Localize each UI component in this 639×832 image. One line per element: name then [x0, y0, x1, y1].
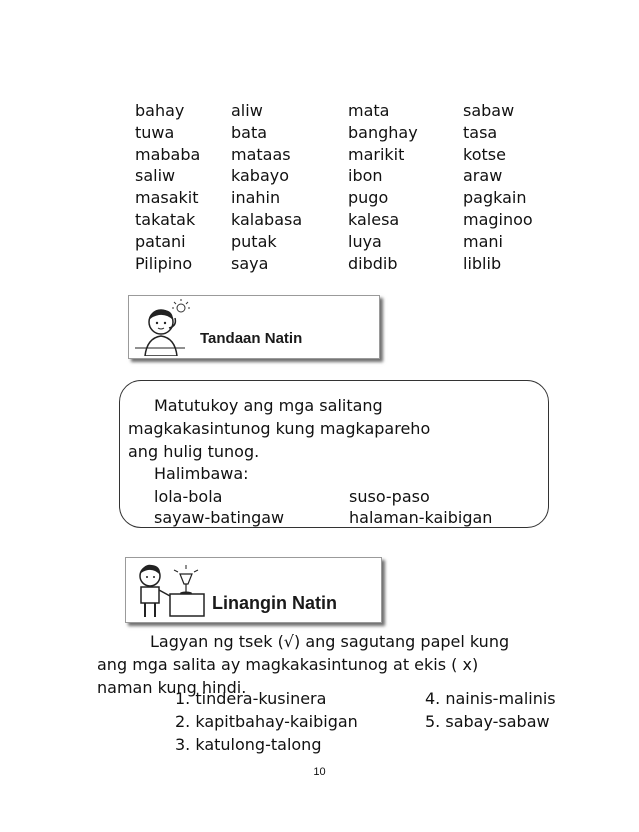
word: kabayo: [231, 166, 290, 186]
exercise-item: 5. sabay-sabaw: [425, 712, 550, 731]
word: aliw: [231, 101, 263, 120]
word: luya: [348, 231, 382, 251]
word: bahay: [135, 101, 185, 120]
word-column-4: [463, 100, 533, 274]
word: Pilipino: [135, 253, 193, 273]
note-line: Halimbawa:: [154, 464, 249, 483]
word: pugo: [348, 188, 389, 208]
word: saya: [231, 253, 269, 273]
instruction-line: naman kung hindi.: [97, 678, 247, 697]
word: saliw: [135, 166, 176, 186]
instruction-line: ang mga salita ay magkakasintunog at ekis ( x): [97, 655, 479, 674]
instruction-line: Lagyan ng tsek (√) ang sagutang papel kung: [150, 632, 510, 651]
word: tasa: [463, 122, 498, 142]
word: kalesa: [348, 209, 400, 229]
word: mata: [348, 101, 390, 120]
word: maginoo: [463, 209, 533, 229]
exercise-item: 1. tindera-kusinera: [175, 689, 327, 708]
exercise-item: 2. kapitbahay-kaibigan: [175, 712, 358, 731]
word: bata: [231, 122, 268, 142]
word: mababa: [135, 144, 201, 164]
word: sabaw: [463, 101, 515, 120]
linangin-title: Linangin Natin: [212, 593, 337, 613]
word: takatak: [135, 209, 196, 229]
boy-at-table-icon: [130, 560, 210, 620]
note-line: magkakasintunog kung magkapareho: [128, 419, 431, 438]
note-line: ang hulig tunog.: [128, 442, 260, 461]
example-right: suso-paso: [349, 487, 430, 506]
note-line: Matutukoy ang mga salitang: [154, 396, 383, 415]
word: kotse: [463, 144, 506, 164]
exercise-item: 4. nainis-malinis: [425, 689, 556, 708]
word: patani: [135, 231, 186, 251]
word: banghay: [348, 122, 418, 142]
page-number: 10: [313, 766, 326, 778]
word: putak: [231, 231, 277, 251]
tandaan-title: Tandaan Natin: [200, 330, 303, 347]
word: dibdib: [348, 253, 398, 273]
word-column-3: [348, 100, 418, 274]
example-left: lola-bola: [154, 487, 223, 506]
word: araw: [463, 166, 503, 186]
word-column-2: [231, 100, 302, 274]
word: inahin: [231, 188, 281, 208]
word: tuwa: [135, 122, 175, 142]
word: masakit: [135, 188, 199, 208]
word-column-1: [135, 100, 200, 274]
word: mataas: [231, 144, 291, 164]
example-left: sayaw-batingaw: [154, 508, 285, 527]
tandaan-note-box: [119, 380, 549, 528]
word: kalabasa: [231, 209, 303, 229]
word: ibon: [348, 166, 383, 186]
linangin-banner: [125, 557, 382, 623]
word: marikit: [348, 144, 405, 164]
word: mani: [463, 231, 503, 251]
tandaan-banner: [128, 295, 380, 359]
word: pagkain: [463, 188, 527, 208]
thinking-boy-icon: [133, 298, 197, 356]
exercise-item: 3. katulong-talong: [175, 735, 322, 754]
word: liblib: [463, 253, 502, 273]
example-right: halaman-kaibigan: [349, 508, 493, 527]
